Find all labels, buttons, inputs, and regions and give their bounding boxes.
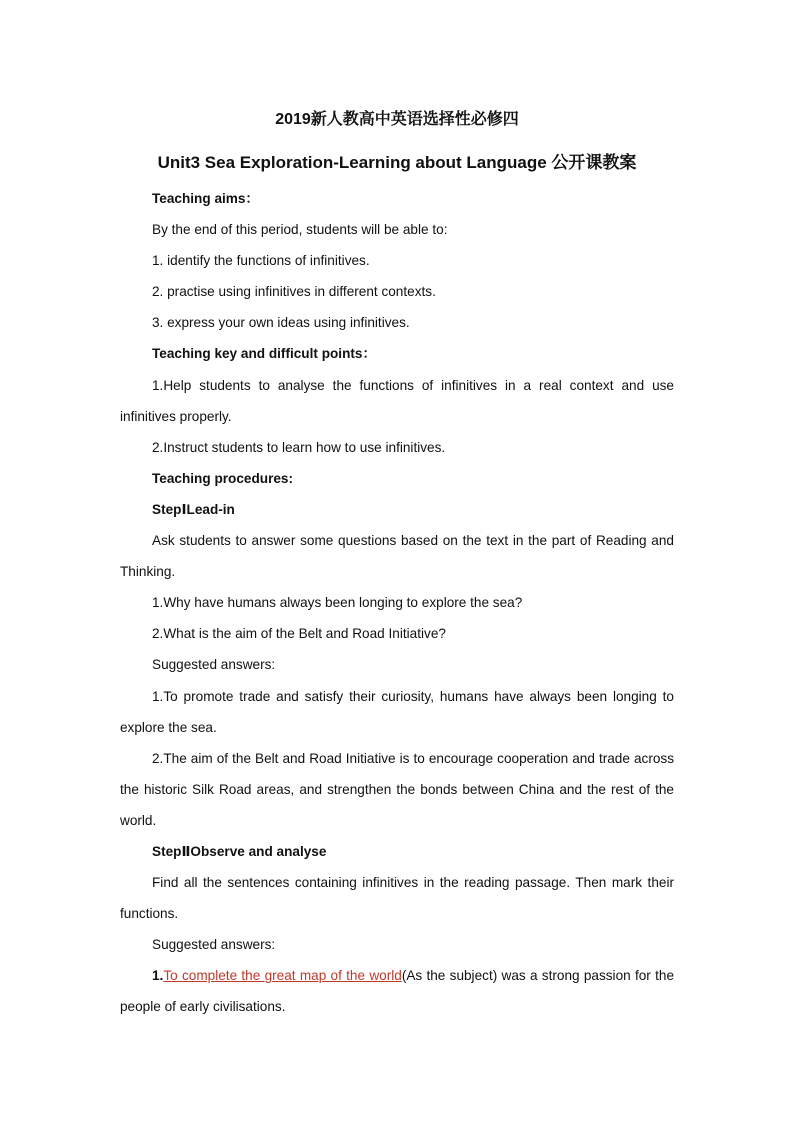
step2-answers-label: Suggested answers:	[152, 937, 276, 953]
answer-rest: (As the subject) was a strong passion for the people of early civilisations.	[120, 968, 675, 1015]
step1-question: 2.What is the aim of the Belt and Road Initiative?	[152, 626, 446, 642]
highlighted-infinitive: To complete the great map of the world	[163, 968, 402, 984]
step1-answer: 2.The aim of the Belt and Road Initiative is to encourage cooperation and trade across the historic Silk Road areas, and strengthen the bonds between China and the rest of the world.	[120, 750, 674, 828]
document-body	[120, 183, 674, 1023]
key-point-item: 2.Instruct students to learn how to use infinitives.	[152, 439, 446, 455]
aims-heading: Teaching aims：	[152, 191, 260, 206]
aims-item: 1. identify the functions of infinitives.	[152, 253, 370, 269]
key-point-item: 1.Help students to analyse the functions of infinitives in a real context and use infinitives properly.	[120, 377, 674, 424]
document-subtitle: Unit3 Sea Exploration-Learning about Language 公开课教案	[157, 153, 637, 172]
step1-instruction: Ask students to answer some questions based on the text in the part of Reading and Thinking.	[120, 533, 674, 580]
step1-answers-label: Suggested answers:	[152, 657, 276, 673]
key-points-heading: Teaching key and difficult points：	[152, 346, 377, 362]
step2-instruction: Find all the sentences containing infinitives in the reading passage. Then mark their functions.	[120, 875, 674, 922]
step1-heading: StepⅠLead-in	[152, 501, 235, 517]
aims-item: 3. express your own ideas using infinitives.	[152, 315, 410, 331]
step1-answer: 1.To promote trade and satisfy their curiosity, humans have always been longing to explore the sea.	[120, 688, 674, 735]
document-title: 2019新人教高中英语选择性必修四	[275, 111, 519, 128]
step2-heading: StepⅡObserve and analyse	[152, 843, 327, 859]
aims-intro: By the end of this period, students will be able to:	[152, 222, 448, 238]
step2-answer	[120, 960, 674, 1022]
answer-number: 1.	[152, 968, 164, 984]
procedures-heading: Teaching procedures:	[152, 470, 294, 486]
step1-question: 1.Why have humans always been longing to explore the sea?	[152, 595, 523, 611]
aims-item: 2. practise using infinitives in different contexts.	[152, 284, 436, 300]
